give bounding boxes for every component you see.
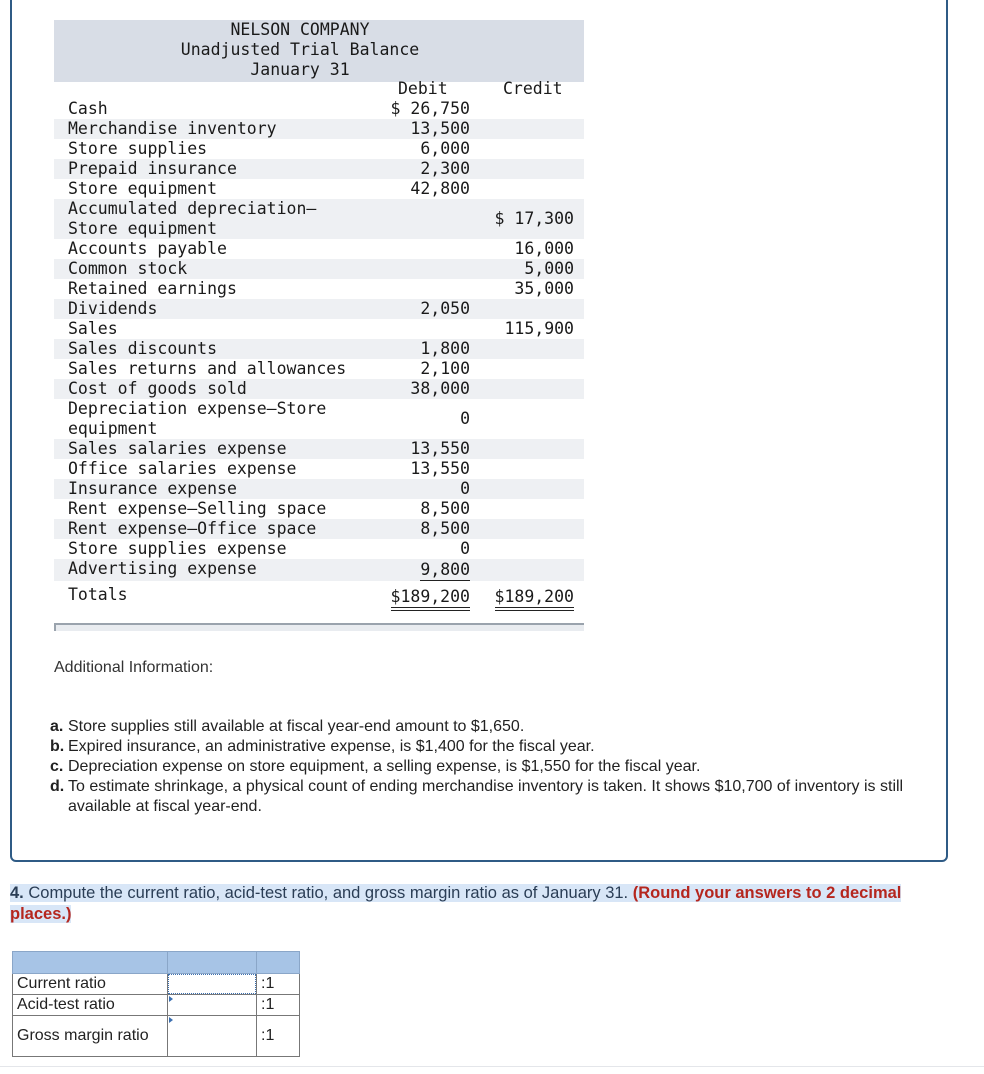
account-row: [54, 399, 584, 439]
ratio-answer-table: [12, 951, 300, 1057]
account-name: Dividends: [68, 299, 158, 318]
acid-test-ratio-row: [13, 995, 300, 1016]
gross-margin-ratio-suffix: :1: [257, 1016, 300, 1057]
question-number: 4.: [10, 884, 24, 902]
account-row: [54, 179, 584, 199]
statement-date: January 31: [250, 60, 350, 79]
page-divider: [0, 1066, 984, 1067]
ratio-table-header: [13, 952, 300, 974]
credit-amount: 35,000: [514, 279, 574, 298]
question-4: [10, 883, 948, 925]
debit-amount: $ 26,750: [390, 99, 470, 118]
account-row: [54, 199, 584, 239]
account-name: Insurance expense: [68, 479, 237, 498]
account-row: [54, 139, 584, 159]
account-name: Cost of goods sold: [68, 379, 247, 398]
credit-amount: 5,000: [524, 259, 574, 278]
additional-notes: [50, 717, 910, 817]
acid-test-ratio-input[interactable]: [168, 996, 254, 1014]
account-row: [54, 99, 584, 119]
account-name: Totals: [68, 585, 128, 604]
trial-balance-rows: [54, 99, 584, 609]
account-name: Sales: [68, 319, 118, 338]
current-ratio-suffix: :1: [257, 974, 300, 995]
acid-test-ratio-suffix: :1: [257, 995, 300, 1016]
debit-amount: 13,500: [410, 119, 470, 138]
debit-header: Debit: [398, 79, 448, 98]
account-name: Common stock: [68, 259, 188, 278]
account-row: [54, 499, 584, 519]
credit-header: Credit: [503, 79, 563, 98]
account-name: Store supplies expense: [68, 539, 287, 558]
totals-row: [54, 585, 584, 609]
company-name: NELSON COMPANY: [230, 20, 370, 39]
additional-info-heading: Additional Information:: [54, 659, 214, 676]
account-row: [54, 319, 584, 339]
credit-amount: $ 17,300: [494, 209, 574, 228]
debit-amount: 2,300: [420, 159, 470, 178]
note-b: b. Expired insurance, an administrative expense, is $1,400 for the fiscal year.: [50, 738, 595, 755]
account-row: [54, 239, 584, 259]
account-row: [54, 259, 584, 279]
debit-amount: 2,100: [420, 359, 470, 378]
account-name: Sales returns and allowances: [68, 359, 347, 378]
trial-balance-footer: [54, 623, 584, 631]
gross-margin-ratio-input[interactable]: [168, 1018, 254, 1054]
account-name: Sales salaries expense: [68, 439, 287, 458]
account-name: Accounts payable: [68, 239, 227, 258]
account-row: [54, 479, 584, 499]
account-row: [54, 459, 584, 479]
account-name: Cash: [68, 99, 108, 118]
account-row: [54, 119, 584, 139]
account-row: [54, 159, 584, 179]
account-name: Sales discounts: [68, 339, 218, 358]
account-row: [54, 539, 584, 559]
debit-amount: 0: [460, 479, 470, 498]
statement-title: Unadjusted Trial Balance: [180, 40, 420, 59]
debit-amount: 0: [460, 539, 470, 558]
note-a: a. Store supplies still available at fiscal year-end amount to $1,650.: [50, 718, 525, 735]
debit-amount: 38,000: [410, 379, 470, 398]
debit-amount: 6,000: [420, 139, 470, 158]
gross-margin-ratio-label: Gross margin ratio: [13, 1016, 168, 1057]
question-text: Compute the current ratio, acid-test ratio, and gross margin ratio as of January 31.: [23, 884, 633, 902]
current-ratio-label: Current ratio: [13, 974, 168, 995]
gross-margin-ratio-row: [13, 1016, 300, 1057]
account-name: Accumulated depreciation— Store equipment: [68, 199, 317, 238]
debit-amount: 42,800: [410, 179, 470, 198]
account-name: Prepaid insurance: [68, 159, 237, 178]
account-row: [54, 299, 584, 319]
current-ratio-row: [13, 974, 300, 995]
account-name: Advertising expense: [68, 559, 257, 578]
column-headers: [54, 79, 584, 99]
account-row: [54, 379, 584, 399]
credit-amount: 16,000: [514, 239, 574, 258]
credit-amount: 115,900: [504, 319, 574, 338]
account-name: Retained earnings: [68, 279, 237, 298]
account-name: Rent expense—Office space: [68, 519, 317, 538]
trial-balance-header: [54, 20, 584, 82]
account-name: Merchandise inventory: [68, 119, 277, 138]
debit-amount: 1,800: [420, 339, 470, 358]
debit-amount: 8,500: [420, 499, 470, 518]
debit-amount: 0: [460, 409, 470, 428]
debit-amount: 13,550: [410, 459, 470, 478]
debit-amount: 13,550: [410, 439, 470, 458]
note-c: c. Depreciation expense on store equipment, a selling expense, is $1,550 for the fiscal year.: [50, 758, 701, 775]
credit-amount: $189,200: [495, 587, 574, 611]
debit-amount: 2,050: [420, 299, 470, 318]
note-d: d. To estimate shrinkage, a physical count of ending merchandise inventory is taken. It shows $10,700 of inventory is still available at fiscal year-end.: [50, 778, 904, 815]
account-name: Store supplies: [68, 139, 208, 158]
account-row: [54, 559, 584, 581]
trial-balance: [54, 20, 584, 606]
account-row: [54, 339, 584, 359]
debit-amount: $189,200: [391, 587, 470, 611]
account-name: Office salaries expense: [68, 459, 297, 478]
debit-amount: 9,800: [420, 560, 470, 579]
account-row: [54, 439, 584, 459]
account-row: [54, 359, 584, 379]
account-name: Depreciation expense—Store equipment: [68, 399, 327, 438]
account-name: Rent expense—Selling space: [68, 499, 327, 518]
round-instruction: (Round your answers to 2 decimal places.): [10, 884, 902, 923]
account-row: [54, 279, 584, 299]
account-name: Store equipment: [68, 179, 218, 198]
account-row: [54, 519, 584, 539]
acid-test-ratio-label: Acid-test ratio: [13, 995, 168, 1016]
debit-amount: 8,500: [420, 519, 470, 538]
